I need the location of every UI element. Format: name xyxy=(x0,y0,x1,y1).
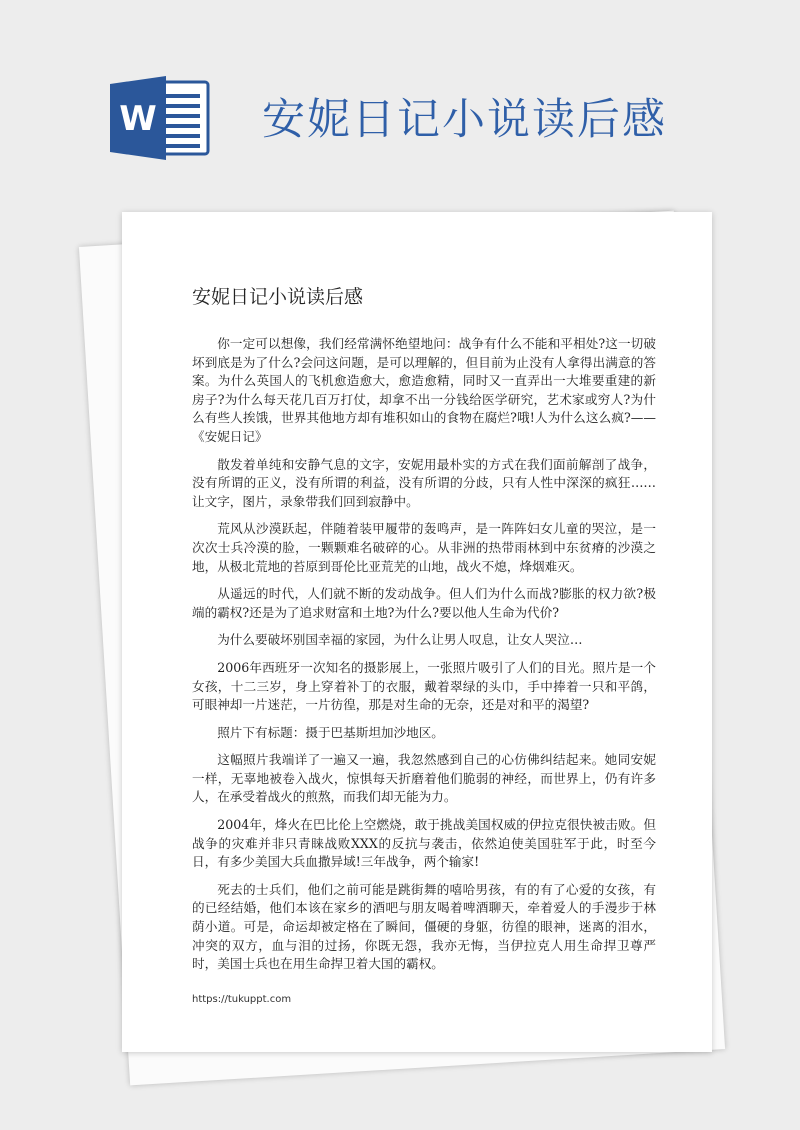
paragraph: 为什么要破坏别国幸福的家园，为什么让男人叹息，让女人哭泣… xyxy=(217,632,583,648)
paragraph: 2006年西班牙一次知名的摄影展上，一张照片吸引了人们的目光。照片是一个女孩，十二三岁，身上穿着补丁的衣服，戴着翠绿的头巾，手中捧着一只和平鸽，可眼神却一片迷茫，一片彷徨，那是对生命的无奈，还是对和平的渴望? xyxy=(192,659,656,713)
paragraph: 照片下有标题：摄于巴基斯坦加沙地区。 xyxy=(217,724,444,740)
paragraph: 散发着单纯和安静气息的文字，安妮用最朴实的方式在我们面前解剖了战争，没有所谓的正义，没有所谓的利益，没有所谓的分歧，只有人性中深深的疯狂……让文字，图片，录象带我们回到寂静中。 xyxy=(192,456,656,509)
paragraph: 荒风从沙漠跃起，伴随着装甲履带的轰鸣声，是一阵阵妇女儿童的哭泣，是一次次士兵冷漠的脸，一颗颗难名破碎的心。从非洲的热带雨林到中东贫瘠的沙漠之地，从极北荒地的苔原到哥伦比亚荒芜的山地，战火不熄，烽烟难灭。 xyxy=(192,521,656,574)
paragraph: 死去的士兵们，他们之前可能是跳街舞的嘻哈男孩，有的有了心爱的女孩，有的已经结婚，他们本该在家乡的酒吧与朋友喝着啤酒聊天，牵着爱人的手漫步于林荫小道。可是，命运却被定格在了瞬间，僵硬的身躯，彷徨的眼神，迷离的泪水，冲突的双方，血与泪的过扬，你既无怨，我亦无悔，当伊拉克人用生命捍卫尊严时，美国士兵也在用生命捍卫着大国的霸权。 xyxy=(192,881,656,972)
paragraph: 你一定可以想像，我们经常满怀绝望地问：战争有什么不能和平相处?这一切破坏到底是为了什么?会问这问题，是可以理解的，但目前为止没有人拿得出满意的答案。为什么英国人的飞机愈造愈大，愈造愈精，同时又一直弄出一大堆要重建的新房子?为什么每天花几百万打仗，却拿不出一分钱给医学研究，艺术家或穷人?为什么有些人挨饿，世界其他地方却有堆积如山的食物在腐烂?哦!人为什么这么疯?——《安妮日记》 xyxy=(192,336,656,444)
header-title: 安妮日记小说读后感 xyxy=(262,95,667,145)
document-body xyxy=(192,335,656,974)
paragraph: 这幅照片我端详了一遍又一遍，我忽然感到自己的心仿佛纠结起来。她同安妮一样，无辜地被卷入战火，惊惧每天折磨着他们脆弱的神经，而世界上，仍有许多人，在承受着战火的煎熬，而我们却无能为力。 xyxy=(192,752,656,805)
word-icon-letter: W xyxy=(119,99,157,139)
document-page xyxy=(122,212,712,1052)
paragraph: 2004年，烽火在巴比伦上空燃烧，敢于挑战美国权威的伊拉克很快被击败。但战争的灾难并非只青睐战败XXX的反抗与袭击，依然迫使美国驻军于此，时至今日，有多少美国大兵血撒异域!三年战争，两个输家! xyxy=(192,817,656,870)
paragraph: 从遥远的时代，人们就不断的发动战争。但人们为什么而战?膨胀的权力欲?极端的霸权?还是为了追求财富和土地?为什么?要以他人生命为代价? xyxy=(192,586,656,620)
document-title: 安妮日记小说读后感 xyxy=(192,286,364,308)
word-icon xyxy=(108,76,212,160)
footer-url: https://tukuppt.com xyxy=(192,994,292,1005)
